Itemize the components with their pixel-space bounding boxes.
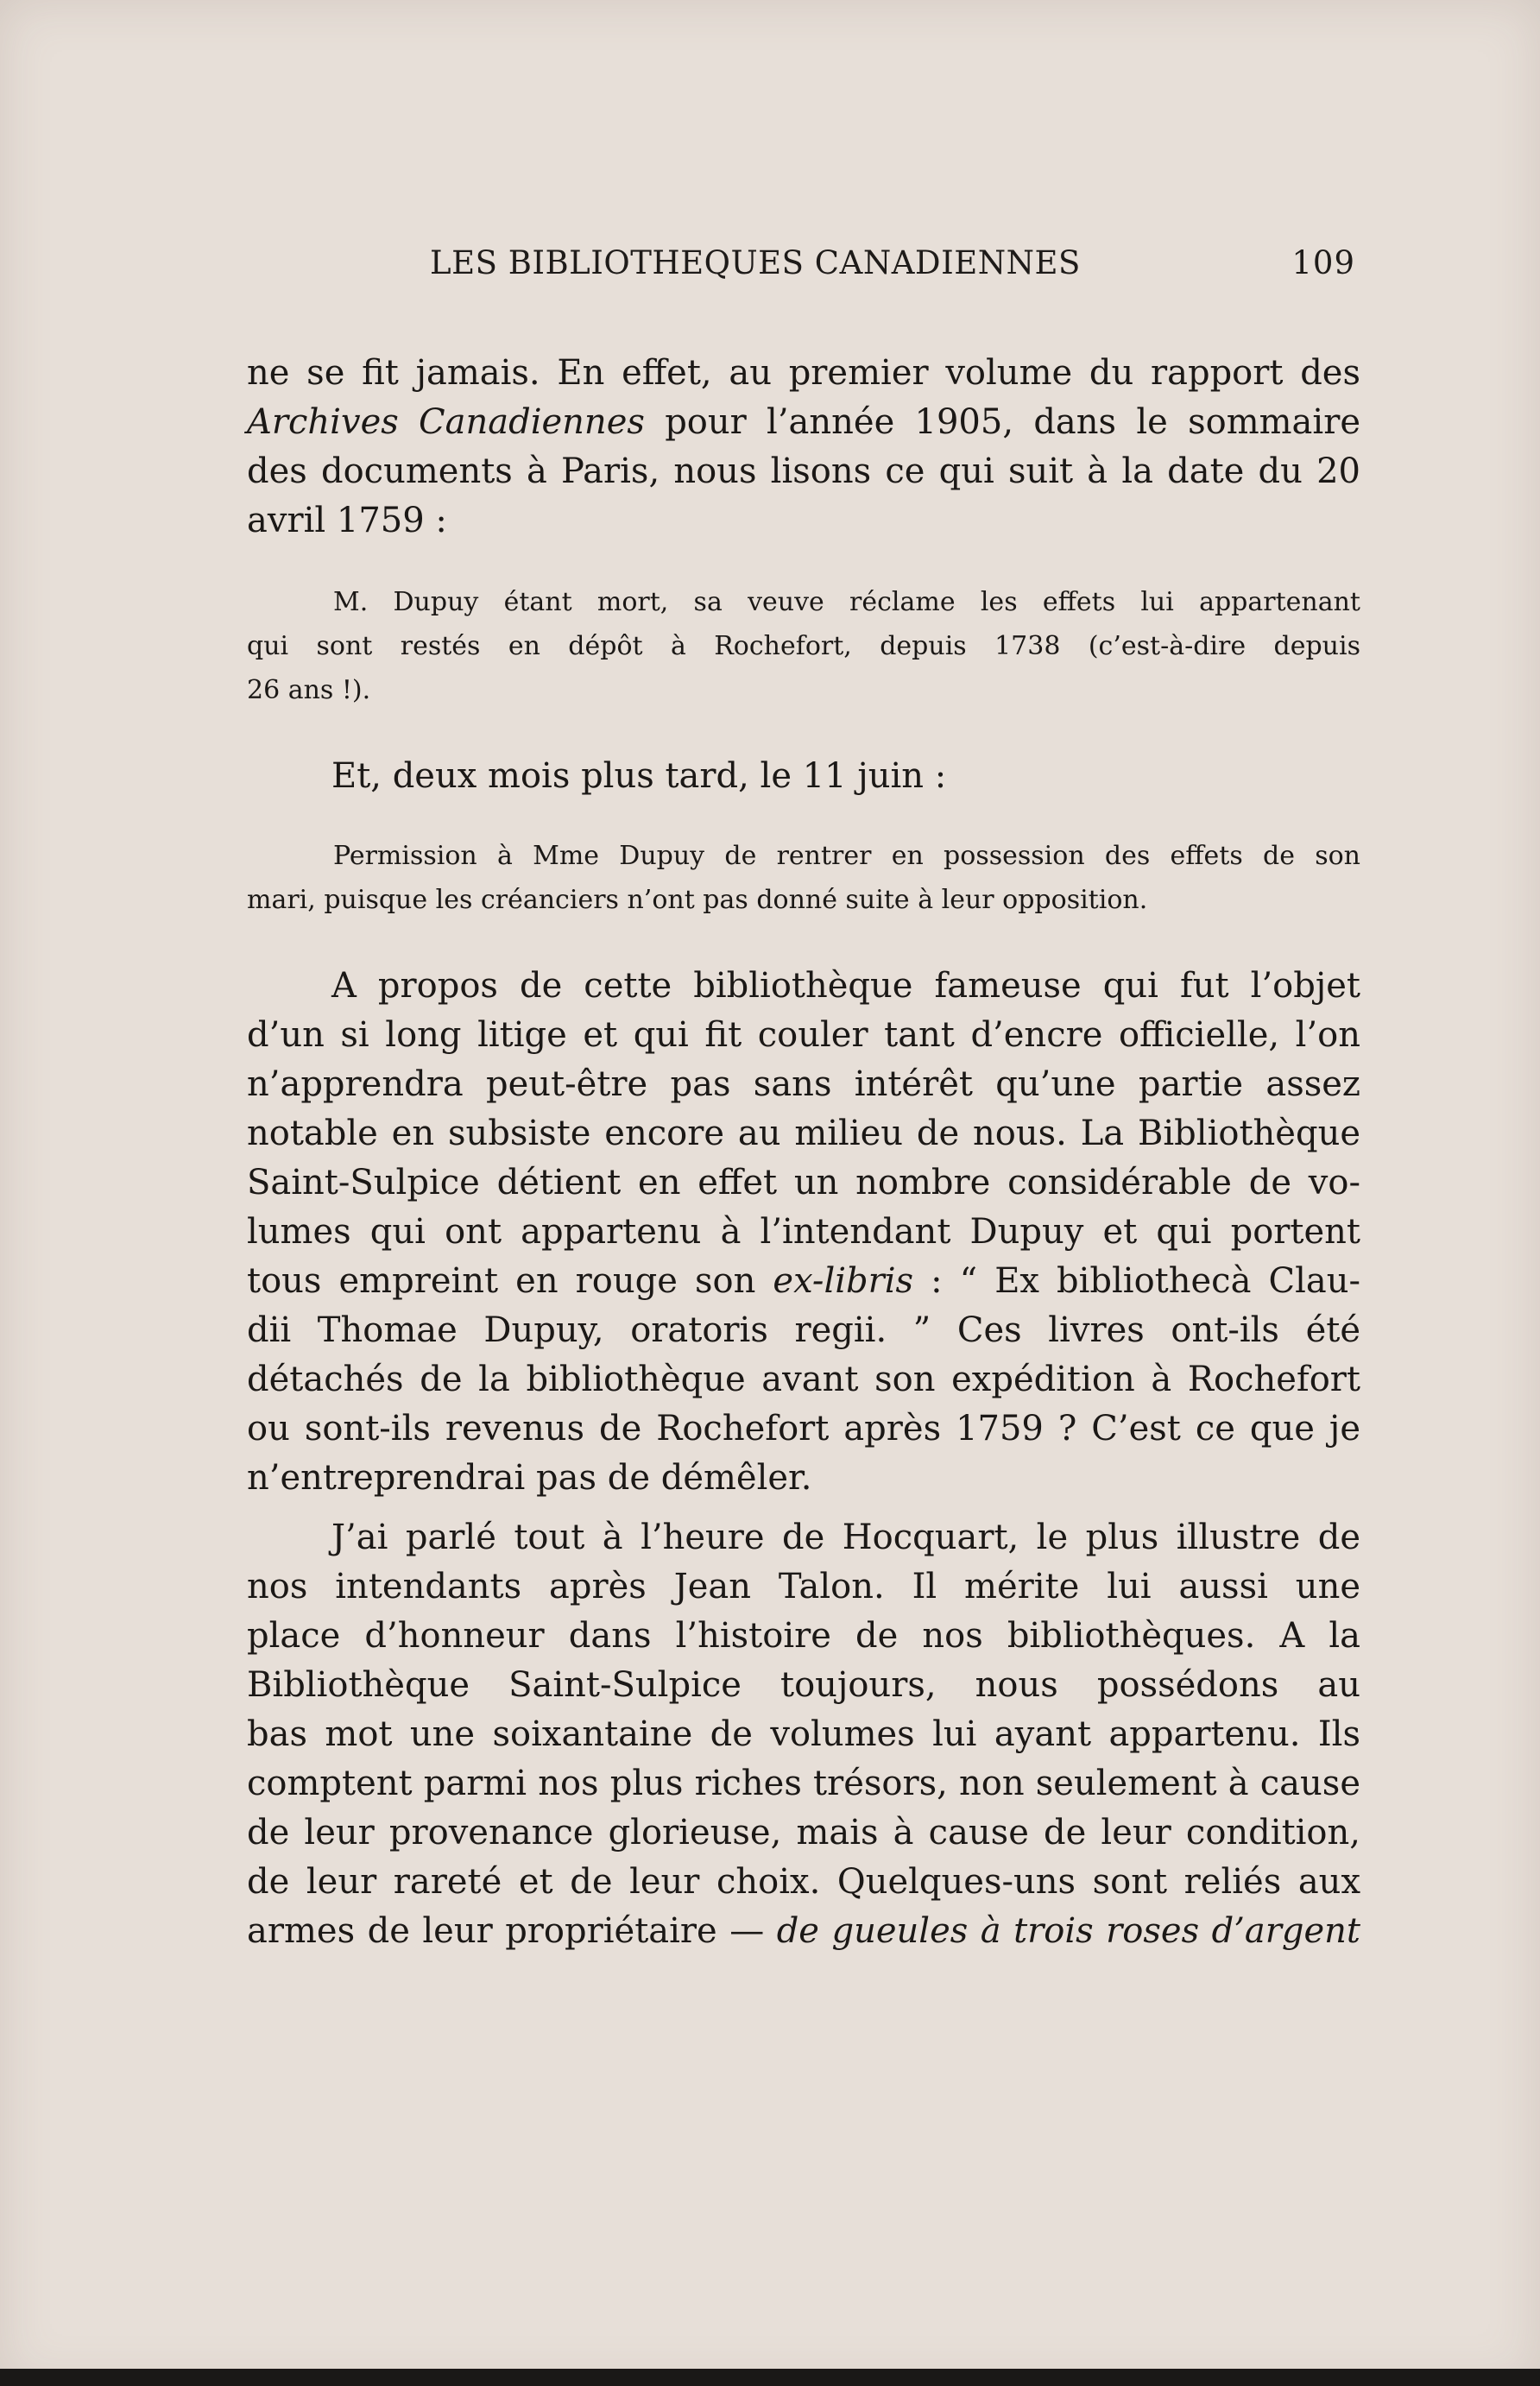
text-line xyxy=(247,1907,1360,1956)
text-line: dii Thomae Dupuy, oratoris regii. ” Ces livres ont-ils été xyxy=(247,1310,1360,1350)
text-line: de leur provenance glorieuse, mais à cause de leur condition, xyxy=(247,1813,1360,1853)
text-fragment: armes de leur propriétaire — xyxy=(247,1911,765,1951)
running-title: LES BIBLIOTHEQUES CANADIENNES xyxy=(430,244,1081,281)
text-line: J’ai parlé tout à l’heure de Hocquart, le plus illustre de xyxy=(331,1518,1360,1557)
text-fragment: pour l’année 1905, dans le sommaire xyxy=(665,402,1360,442)
italic-term: ex-libris xyxy=(773,1261,914,1301)
text-line: Bibliothèque Saint-Sulpice toujours, nous possédons au xyxy=(247,1665,1360,1705)
paragraph-4 xyxy=(247,1513,1360,1956)
text-line: notable en subsiste encore au milieu de nous. La Bibliothèque xyxy=(247,1114,1360,1153)
text-line: ou sont-ils revenus de Rochefort après 1759 ? C’est ce que je xyxy=(247,1409,1360,1449)
italic-title: Archives Canadiennes xyxy=(247,402,645,442)
paragraph-2 xyxy=(247,752,1360,801)
text-line: détachés de la bibliothèque avant son expédition à Rochefort xyxy=(247,1360,1360,1399)
block-quote-1 xyxy=(247,580,1360,712)
text-line: lumes qui ont appartenu à l’intendant Dupuy et qui portent xyxy=(247,1212,1360,1252)
page-bottom-edge xyxy=(0,2369,1540,2386)
paragraph-3 xyxy=(247,962,1360,1503)
text-line: Saint-Sulpice détient en effet un nombre considérable de vo- xyxy=(247,1163,1360,1202)
quote-line: 26 ans !). xyxy=(247,675,371,705)
italic-blazon: de gueules à trois roses d’argent xyxy=(776,1911,1361,1951)
text-line xyxy=(247,1257,1360,1306)
quote-line: mari, puisque les créanciers n’ont pas donné suite à leur opposition. xyxy=(247,885,1148,915)
quote-line: Permission à Mme Dupuy de rentrer en possession des effets de son xyxy=(333,841,1360,871)
text-line: des documents à Paris, nous lisons ce qui suit à la date du 20 xyxy=(247,451,1360,491)
text-line: comptent parmi nos plus riches trésors, non seulement à cause xyxy=(247,1764,1360,1803)
text-line: Et, deux mois plus tard, le 11 juin : xyxy=(331,756,947,796)
page-body xyxy=(247,349,1360,1956)
quote-line: M. Dupuy étant mort, sa veuve réclame les effets lui appartenant xyxy=(333,587,1360,617)
text-line xyxy=(247,398,1360,447)
quote-line: qui sont restés en dépôt à Rochefort, depuis 1738 (c’est-à-dire depuis xyxy=(247,631,1360,661)
text-line: avril 1759 : xyxy=(247,501,447,540)
page-number: 109 xyxy=(1291,244,1355,281)
text-line: bas mot une soixantaine de volumes lui ayant appartenu. Ils xyxy=(247,1714,1360,1754)
text-line: nos intendants après Jean Talon. Il mérite lui aussi une xyxy=(247,1567,1360,1606)
block-quote-2 xyxy=(247,834,1360,922)
text-line: de leur rareté et de leur choix. Quelques-uns sont reliés aux xyxy=(247,1862,1360,1902)
text-line: n’entreprendrai pas de démêler. xyxy=(247,1458,812,1498)
text-line: ne se fit jamais. En effet, au premier volume du rapport des xyxy=(247,353,1360,393)
text-line: n’apprendra peut-être pas sans intérêt qu’une partie assez xyxy=(247,1064,1360,1104)
text-fragment: tous empreint en rouge son xyxy=(247,1261,756,1301)
paragraph-1 xyxy=(247,349,1360,546)
text-fragment: : “ Ex bibliothecà Clau- xyxy=(931,1261,1361,1301)
text-line: d’un si long litige et qui fit couler tant d’encre officielle, l’on xyxy=(247,1015,1360,1055)
text-line: A propos de cette bibliothèque fameuse qui fut l’objet xyxy=(331,966,1360,1006)
text-line: place d’honneur dans l’histoire de nos bibliothèques. A la xyxy=(247,1616,1360,1656)
